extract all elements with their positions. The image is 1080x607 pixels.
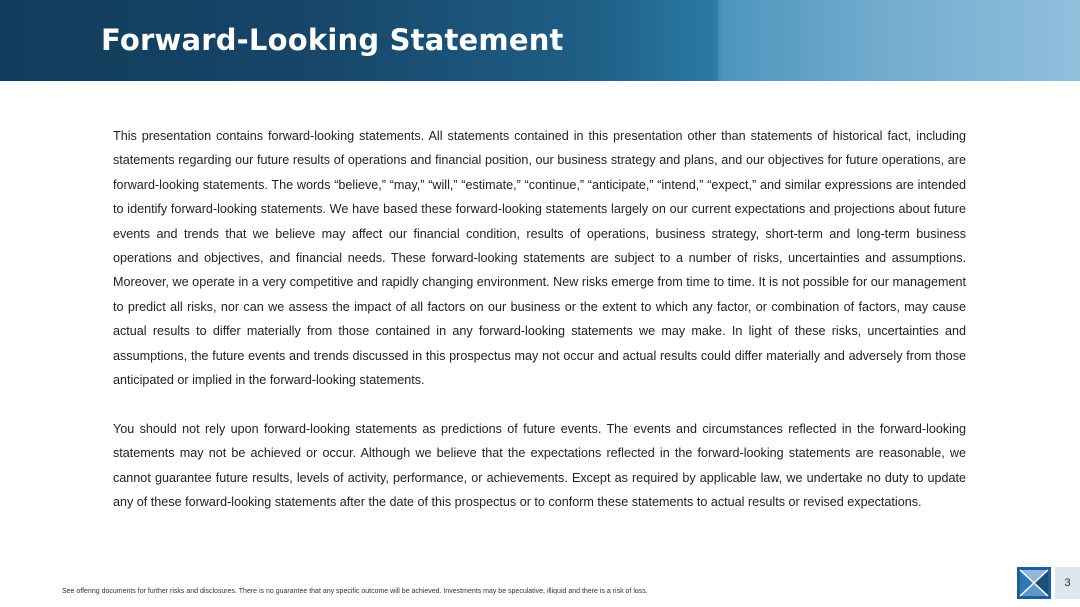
header-banner [0, 0, 1080, 81]
company-logo-icon [1017, 567, 1051, 599]
statement-body [113, 124, 966, 514]
paragraph-forward-looking-overview: This presentation contains forward-looking statements. All statements contained in this presentation other than statements of historical fact, including statements regarding our future results of operations and financial position, our business strategy and plans, and our objectives for future operations, are forward-looking statements. The words “believe,” “may,” “will,” “estimate,” “continue,” “anticipate,” “intend,” “expect,” and similar expressions are intended to identify forward-looking statements. We have based these forward-looking statements largely on our current expectations and projections about future events and trends that we believe may affect our financial condition, results of operations, business strategy, short-term and long-term business operations and objectives, and financial needs. These forward-looking statements are subject to a number of risks, uncertainties and assumptions. Moreover, we operate in a very competitive and rapidly changing environment. New risks emerge from time to time. It is not possible for our management to predict all risks, nor can we assess the impact of all factors on our business or the extent to which any factor, or combination of factors, may cause actual results to differ materially from those contained in any forward-looking statements we may make. In light of these risks, uncertainties and assumptions, the future events and trends discussed in this prospectus may not occur and actual results could differ materially and adversely from those anticipated or implied in the forward-looking statements. [113, 129, 966, 388]
paragraph-reliance-caution: You should not rely upon forward-looking statements as predictions of future events. The events and circumstances reflected in the forward-looking statements may not be achieved or occur. Although we believe that the expectations reflected in the forward-looking statements are reasonable, we cannot guarantee future results, levels of activity, performance, or achievements. Except as required by applicable law, we undertake no duty to update any of these forward-looking statements after the date of this prospectus or to conform these statements to actual results or revised expectations. [113, 421, 966, 510]
page-title: Forward-Looking Statement [101, 23, 564, 57]
page-number: 3 [1055, 567, 1080, 599]
header-accent-panel [718, 0, 1080, 81]
footer-disclaimer: See offering documents for further risks and disclosures. There is no guarantee that any specific outcome will be achieved. Investments may be speculative, illiquid and there is a risk of loss. [62, 588, 648, 595]
